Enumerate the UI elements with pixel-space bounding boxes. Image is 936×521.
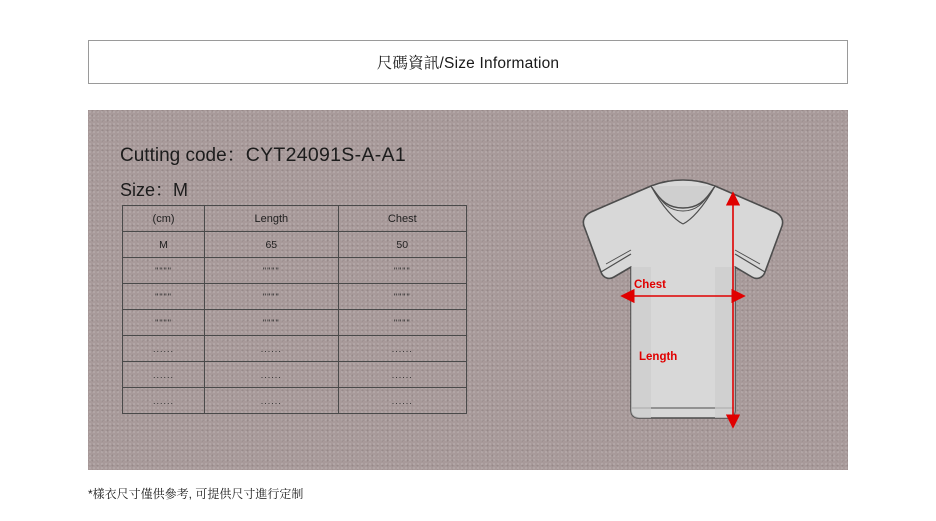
table-row [123, 310, 467, 336]
table-cell-length: ...... [205, 336, 338, 362]
table-cell-size: ...... [123, 362, 205, 388]
table-header-length: Length [205, 206, 338, 232]
table-cell-length: """" [205, 258, 338, 284]
table-cell-chest: ...... [338, 336, 466, 362]
table-header-unit: (cm) [123, 206, 205, 232]
measurement-table [122, 205, 467, 414]
tshirt-diagram [543, 168, 823, 448]
tshirt-icon [543, 168, 823, 448]
cutting-code-label: Cutting code： [120, 145, 246, 166]
table-row [123, 232, 467, 258]
page-title: 尺碼資訊/Size Information [376, 55, 560, 72]
size-info-panel [88, 110, 848, 470]
table-cell-chest: ...... [338, 388, 466, 414]
table-cell-size: ...... [123, 388, 205, 414]
table-cell-length: 65 [205, 232, 338, 258]
table-cell-length: """" [205, 310, 338, 336]
table-cell-chest: """" [338, 310, 466, 336]
chest-dimension-label: Chest [634, 279, 666, 291]
table-cell-chest: 50 [338, 232, 466, 258]
table-cell-chest: ...... [338, 362, 466, 388]
table-row [123, 284, 467, 310]
length-dimension-label: Length [639, 351, 678, 363]
table-cell-size: """" [123, 284, 205, 310]
table-cell-length: ...... [205, 362, 338, 388]
table-cell-size: """" [123, 310, 205, 336]
table-header-row [123, 206, 467, 232]
table-cell-chest: """" [338, 258, 466, 284]
table-cell-length: """" [205, 284, 338, 310]
table-cell-length: ...... [205, 388, 338, 414]
size-information-banner [88, 40, 848, 84]
table-cell-size: M [123, 232, 205, 258]
size-label: Size： [120, 180, 174, 200]
table-header-chest: Chest [338, 206, 466, 232]
size-value: M [173, 180, 189, 200]
table-cell-size: """" [123, 258, 205, 284]
table-row [123, 362, 467, 388]
table-row [123, 388, 467, 414]
cutting-code-value: CYT24091S-A-A1 [245, 144, 406, 166]
size-line [120, 176, 188, 202]
table-row [123, 258, 467, 284]
footnote: *樣衣尺寸僅供參考, 可提供尺寸進行定制 [88, 487, 304, 501]
table-cell-chest: """" [338, 284, 466, 310]
cutting-code [120, 140, 406, 167]
table-cell-size: ...... [123, 336, 205, 362]
table-row [123, 336, 467, 362]
